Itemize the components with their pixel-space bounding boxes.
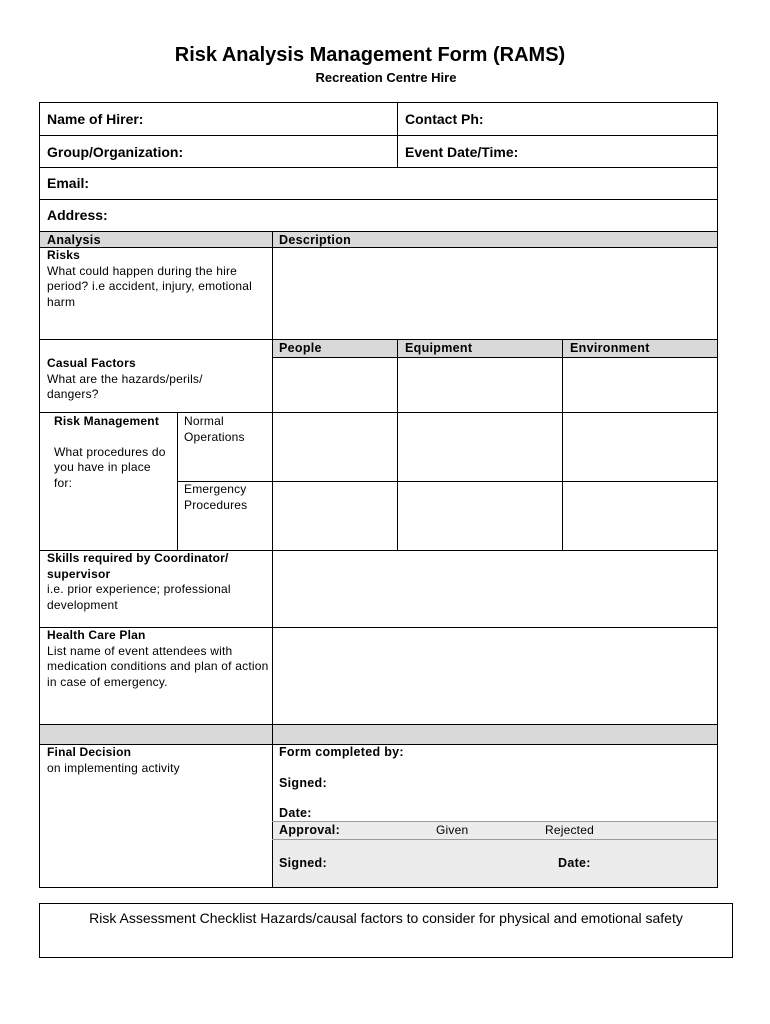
emergency-procedures-label: Emergency Procedures bbox=[184, 482, 248, 512]
casual-factors-heading: Casual Factors bbox=[47, 356, 136, 370]
form-completed-by-label: Form completed by: bbox=[279, 745, 404, 759]
risks-heading: Risks bbox=[47, 248, 81, 262]
approval-label: Approval: bbox=[279, 823, 341, 837]
subheader-bg bbox=[272, 340, 717, 357]
checklist-box bbox=[39, 903, 733, 958]
analysis-header-bg bbox=[40, 232, 717, 247]
page-title: Risk Analysis Management Form (RAMS) bbox=[174, 44, 566, 66]
event-datetime-label: Event Date/Time: bbox=[405, 144, 519, 160]
health-care-plan-cell bbox=[47, 628, 269, 690]
name-of-hirer-label: Name of Hirer: bbox=[47, 111, 144, 127]
people-header: People bbox=[279, 341, 322, 355]
skills-heading: Skills required by Coordinator/ supervisor bbox=[47, 551, 229, 581]
environment-header: Environment bbox=[570, 341, 650, 355]
skills-cell bbox=[47, 551, 269, 613]
spacer-row-bg bbox=[40, 724, 717, 744]
risk-management-cell bbox=[54, 414, 172, 491]
email-label: Email: bbox=[47, 175, 90, 191]
risk-management-text: What procedures do you have in place for: bbox=[54, 444, 166, 490]
checklist-text: Risk Assessment Checklist Hazards/causal factors to consider for physical and emotional safety bbox=[89, 910, 683, 926]
approval-rejected-option: Rejected bbox=[545, 823, 594, 837]
approval-signed-label: Signed: bbox=[279, 856, 327, 870]
signed-label: Signed: bbox=[279, 776, 327, 790]
risks-cell bbox=[47, 248, 269, 310]
risk-management-heading: Risk Management bbox=[54, 414, 160, 428]
casual-factors-text: What are the hazards/perils/ dangers? bbox=[47, 371, 203, 401]
approval-given-option: Given bbox=[436, 823, 469, 837]
health-care-plan-text: List name of event attendees with medication conditions and plan of action in case of emergency. bbox=[47, 643, 269, 689]
casual-factors-cell bbox=[47, 356, 247, 403]
approval-date-label: Date: bbox=[558, 856, 591, 870]
approval-signed-bg bbox=[272, 839, 717, 887]
final-decision-text: on implementing activity bbox=[47, 760, 180, 775]
date-label: Date: bbox=[279, 806, 312, 820]
final-decision-heading: Final Decision bbox=[47, 745, 132, 759]
final-decision-cell bbox=[47, 745, 269, 776]
health-care-plan-heading: Health Care Plan bbox=[47, 628, 146, 642]
skills-text: i.e. prior experience; professional development bbox=[47, 582, 231, 612]
equipment-header: Equipment bbox=[405, 341, 473, 355]
analysis-column-header: Analysis bbox=[47, 233, 101, 247]
group-organization-label: Group/Organization: bbox=[47, 144, 184, 160]
normal-operations-label: Normal Operations bbox=[184, 414, 245, 444]
contact-ph-label: Contact Ph: bbox=[405, 111, 484, 127]
risks-text: What could happen during the hire period? i.e accident, injury, emotional harm bbox=[47, 263, 253, 309]
description-column-header: Description bbox=[279, 233, 352, 247]
address-label: Address: bbox=[47, 207, 108, 223]
page-subtitle: Recreation Centre Hire bbox=[315, 70, 457, 85]
